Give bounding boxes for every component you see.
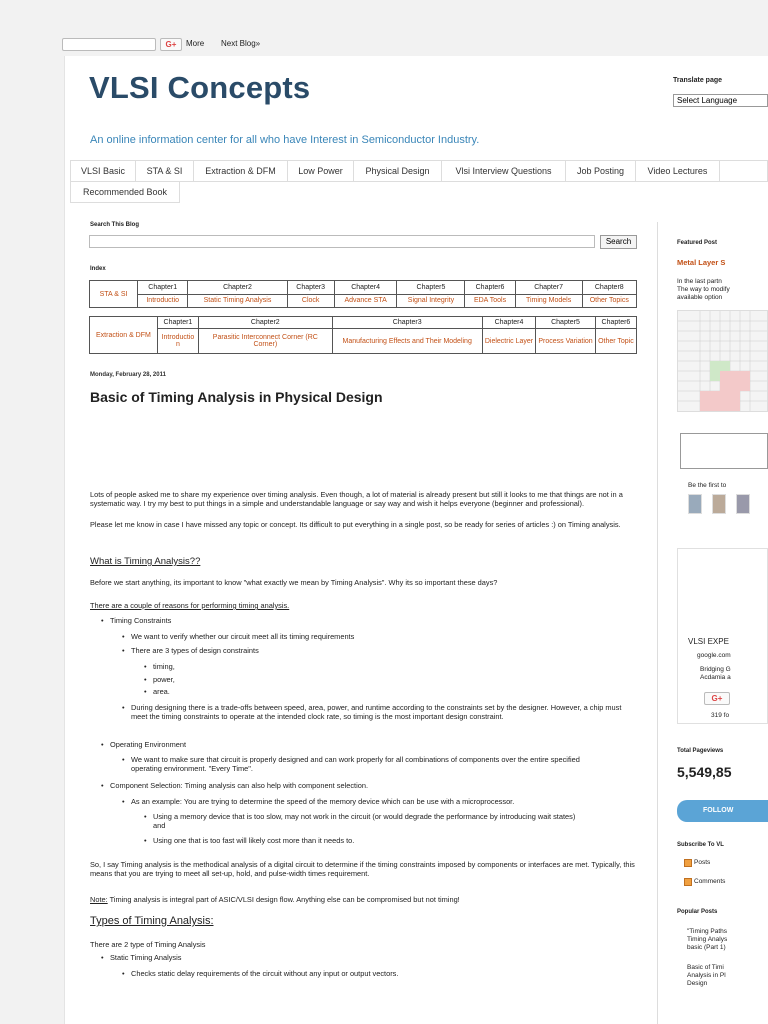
subscribe-label: Subscribe To VL — [677, 842, 724, 848]
bullet-tc-2b: • power, — [153, 675, 175, 684]
navbar-search-input[interactable] — [62, 38, 156, 51]
be-first-text: Be the first to — [688, 482, 727, 489]
subscribe-posts[interactable]: Posts — [694, 859, 711, 866]
sta-chapter-header: Chapter5 — [397, 281, 465, 295]
gplus-name[interactable]: VLSI EXPE — [688, 637, 729, 646]
search-label: Search This Blog — [90, 222, 140, 228]
reasons-heading: There are a couple of reasons for performing timing analysis. — [90, 601, 290, 610]
gplus-desc-1: Bridging G — [700, 666, 731, 673]
tab-recommended-book[interactable]: Recommended Book — [70, 181, 180, 203]
dfm-topic-link[interactable]: Introductio n — [157, 329, 198, 354]
sta-link[interactable]: • Static Timing Analysis — [110, 953, 181, 962]
featured-text-2: The way to modify — [677, 286, 730, 293]
featured-text-3: available option — [677, 294, 723, 301]
search-button[interactable]: Search — [600, 235, 637, 249]
sta-row-label[interactable]: STA & SI — [90, 281, 138, 308]
popular-post-2-line[interactable]: Basic of Timi — [687, 964, 724, 971]
sta-topic-link[interactable]: Timing Models — [515, 294, 582, 308]
pageviews-label: Total Pageviews — [677, 748, 724, 754]
gplus-domain: google.com — [697, 652, 731, 659]
sta-desc: • Checks static delay requirements of the circuit without any input or output vectors. — [131, 969, 611, 978]
sta-chapter-header: Chapter8 — [582, 281, 636, 295]
avatar[interactable] — [688, 494, 702, 514]
popular-posts-label: Popular Posts — [677, 909, 718, 915]
dfm-index-table — [89, 316, 637, 354]
note-text — [90, 895, 638, 904]
what-text: Before we start anything, its important to know "what exactly we mean by Timing Analysis". Why its so important these days? — [90, 578, 498, 587]
dfm-topic-link[interactable]: Process Variation — [536, 329, 596, 354]
bullet-cs-1: • As an example: You are trying to determine the speed of the memory device which can be use with a microprocessor. — [131, 797, 611, 806]
featured-post-label: Featured Post — [677, 240, 718, 246]
index-label: Index — [90, 266, 106, 272]
blog-search-input[interactable] — [89, 235, 595, 248]
bullet-tc-3: • During designing there is a trade-offs between speed, area, power, and runtime according to the constraints set by the designer. However, a chip must meet the timing constraints to operate at the intended clock rate, so timing is the most important design constraint. — [131, 703, 628, 722]
sta-index-table — [89, 280, 637, 308]
bullet-cs-1b: • Using one that is too fast will likely cost more than it needs to. — [153, 836, 583, 845]
tab-vlsi-interview[interactable]: Vlsi Interview Questions — [441, 160, 566, 182]
sta-topic-link[interactable]: Introductio — [138, 294, 188, 308]
tab-vlsi-basic[interactable]: VLSI Basic — [70, 160, 136, 182]
tab-job-posting[interactable]: Job Posting — [565, 160, 636, 182]
tab-bar — [70, 160, 768, 204]
popular-post-1-line[interactable]: "Timing Paths — [687, 928, 727, 935]
tab-sta-si[interactable]: STA & SI — [135, 160, 194, 182]
dfm-chapter-header: Chapter6 — [595, 317, 636, 329]
tab-video-lectures[interactable]: Video Lectures — [635, 160, 720, 182]
rss-icon — [684, 859, 692, 867]
sta-chapter-header: Chapter7 — [515, 281, 582, 295]
bullet-timing-constraints: • Timing Constraints — [110, 616, 171, 625]
sta-chapter-header: Chapter1 — [138, 281, 188, 295]
sta-topic-link[interactable]: Clock — [287, 294, 334, 308]
tab-physical-design[interactable]: Physical Design — [353, 160, 442, 182]
dfm-chapter-header: Chapter1 — [157, 317, 198, 329]
sta-topic-link[interactable]: Other Topics — [582, 294, 636, 308]
what-heading: What is Timing Analysis?? — [90, 556, 201, 567]
bullet-tc-2: • There are 3 types of design constraints — [131, 646, 259, 655]
bullet-tc-1: • We want to verify whether our circuit meet all its timing requirements — [131, 632, 611, 641]
post-title[interactable]: Basic of Timing Analysis in Physical Design — [90, 389, 383, 405]
avatar[interactable] — [736, 494, 750, 514]
bullet-op-1: • We want to make sure that circuit is properly designed and can work properly for all combinations of components over the entire specified operating environment. "Every Time". — [131, 755, 601, 774]
types-heading: Types of Timing Analysis: — [90, 915, 214, 927]
bullet-tc-2a: • timing, — [153, 662, 175, 671]
dfm-row-label[interactable]: Extraction & DFM — [90, 317, 158, 354]
note-label: Note: — [90, 895, 108, 904]
sta-chapter-header: Chapter3 — [287, 281, 334, 295]
post-intro-2: Please let me know in case I have missed any topic or concept. Its difficult to put everything in a single post, so be ready for series of articles :) on Timing analysis. — [90, 520, 621, 529]
translate-label: Translate page — [673, 77, 723, 84]
rss-icon — [684, 878, 692, 886]
dfm-chapter-header: Chapter2 — [198, 317, 332, 329]
note-body: Timing analysis is integral part of ASIC/VLSI design flow. Anything else can be compromised but not timing! — [107, 895, 460, 904]
types-text: There are 2 type of Timing Analysis — [90, 940, 206, 949]
dfm-topic-link[interactable]: Dielectric Layer — [482, 329, 535, 354]
dfm-chapter-header: Chapter5 — [536, 317, 596, 329]
blog-tagline: An online information center for all who have Interest in Semiconductor Industry. — [90, 134, 480, 146]
dfm-topic-link[interactable]: Manufacturing Effects and Their Modeling — [332, 329, 482, 354]
popular-post-2-line[interactable]: Design — [687, 980, 708, 987]
bullet-op-env: • Operating Environment — [110, 740, 186, 749]
dfm-chapter-header: Chapter3 — [332, 317, 482, 329]
dfm-topic-link[interactable]: Parasitic Interconnect Corner (RC Corner) — [198, 329, 332, 354]
sta-topic-link[interactable]: Signal Integrity — [397, 294, 465, 308]
gplus-desc-2: Acdamia a — [700, 674, 731, 681]
tab-low-power[interactable]: Low Power — [287, 160, 354, 182]
sta-topic-link[interactable]: Static Timing Analysis — [188, 294, 287, 308]
featured-post-link[interactable]: Metal Layer S — [677, 258, 726, 267]
bullet-tc-2c: • area. — [153, 687, 170, 696]
dfm-topic-link[interactable]: Other Topic — [595, 329, 636, 354]
metal-layer-table-thumbnail[interactable] — [677, 310, 768, 412]
gplus-share-button[interactable]: G+ — [160, 38, 182, 51]
blogger-navbar — [0, 32, 768, 54]
sta-topic-link[interactable]: Advance STA — [334, 294, 397, 308]
sta-chapter-header: Chapter2 — [188, 281, 287, 295]
tab-overflow[interactable] — [719, 160, 768, 182]
featured-text-1: In the last partn — [677, 278, 722, 285]
gplus-follow-button[interactable]: G+ — [704, 692, 730, 705]
vlsi-expert-logo[interactable] — [680, 433, 768, 469]
popular-post-1-line[interactable]: basic (Part 1) — [687, 944, 726, 951]
sta-chapter-header: Chapter4 — [334, 281, 397, 295]
pageviews-count: 5,549,85 — [677, 764, 732, 780]
bullet-comp-sel: • Component Selection: Timing analysis can also help with component selection. — [110, 781, 620, 790]
post-date: Monday, February 28, 2011 — [90, 372, 166, 378]
sta-topic-link[interactable]: EDA Tools — [465, 294, 515, 308]
dfm-chapter-header: Chapter4 — [482, 317, 535, 329]
bullet-cs-1a: • Using a memory device that is too slow, may not work in the circuit (or would degrade the performance by introducing wait states) and — [153, 812, 583, 831]
next-blog-link[interactable]: Next Blog» — [221, 39, 261, 48]
avatar[interactable] — [712, 494, 726, 514]
more-link[interactable]: More — [186, 39, 205, 48]
twitter-follow-button[interactable]: FOLLOW — [677, 800, 768, 822]
popular-post-2-line[interactable]: Analysis in Pl — [687, 972, 726, 979]
subscribe-comments[interactable]: Comments — [694, 878, 726, 885]
blog-title[interactable]: VLSI Concepts — [89, 70, 311, 105]
gplus-followers: 319 fo — [711, 712, 730, 719]
language-select[interactable]: Select Language — [673, 94, 768, 107]
tab-extraction-dfm[interactable]: Extraction & DFM — [193, 160, 288, 182]
post-intro: Lots of people asked me to share my experience over timing analysis. Even though, a lot of material is already present but still it looks to me that things are not in a systematic way. I try my best to put things in a simple and understandable language or say way and wish it helps everyone (beginner and professional). — [90, 490, 623, 509]
summary-text: So, I say Timing analysis is the methodical analysis of a digital circuit to determine if the timing constraints imposed by components or interfaces are met. Typically, this means that you are trying to meet all set-up, hold, and pulse-width times requirement. — [90, 860, 635, 879]
sta-chapter-header: Chapter6 — [465, 281, 515, 295]
popular-post-1-line[interactable]: Timing Analys — [687, 936, 728, 943]
